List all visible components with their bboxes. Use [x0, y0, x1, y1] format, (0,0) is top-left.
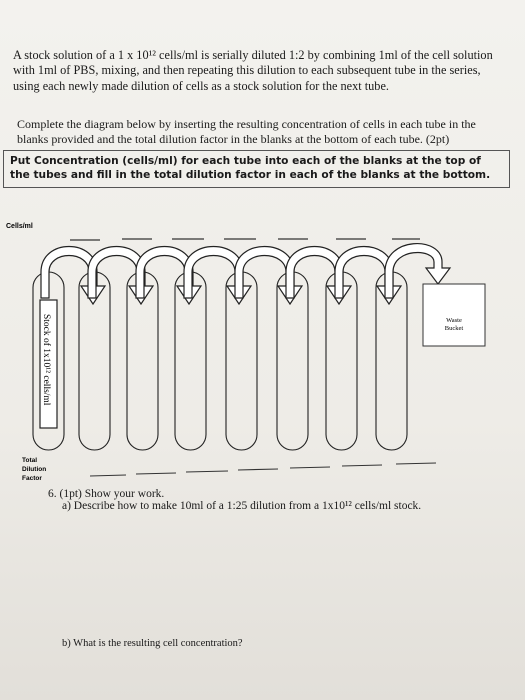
boxed-prompt: Put Concentration (cells/ml) for each tube into each of the blanks at the top of the tubes and fill in the total dilution factor in each of the blanks at the bottom. — [3, 150, 510, 188]
question-6-heading: 6. (1pt) Show your work. — [48, 488, 165, 500]
question-6a: a) Describe how to make 10ml of a 1:25 dilution from a 1x10¹² cells/ml stock. — [62, 500, 422, 512]
bottom-blanks[interactable] — [90, 463, 436, 476]
question-6b: b) What is the resulting cell concentration? — [62, 638, 243, 649]
bucket-label-text: Bucket — [444, 325, 464, 332]
stock-label: Stock of 1x10¹² cells/ml — [41, 314, 51, 406]
total-label: Total — [22, 457, 38, 464]
intro-paragraph: A stock solution of a 1 x 10¹² cells/ml is serially diluted 1:2 by combining 1ml of the cell solution with 1ml of PBS, mixing, and then repeating this dilution to each subsequent tube in the series, using each newly made dilution of cells as a stock solution for the next tube. — [13, 48, 493, 93]
waste-label: Waste — [446, 317, 462, 324]
cells-per-ml-label: Cells/ml — [6, 223, 33, 230]
instructions-paragraph: Complete the diagram below by inserting the resulting concentration of cells in each tube in the blanks provided and the total dilution factor in the blanks at the bottom of each tube. (2pt) — [17, 117, 476, 146]
dilution-label: Dilution — [22, 466, 47, 473]
waste-bucket — [423, 284, 485, 346]
factor-label: Factor — [22, 475, 42, 482]
top-blanks[interactable] — [70, 239, 420, 240]
